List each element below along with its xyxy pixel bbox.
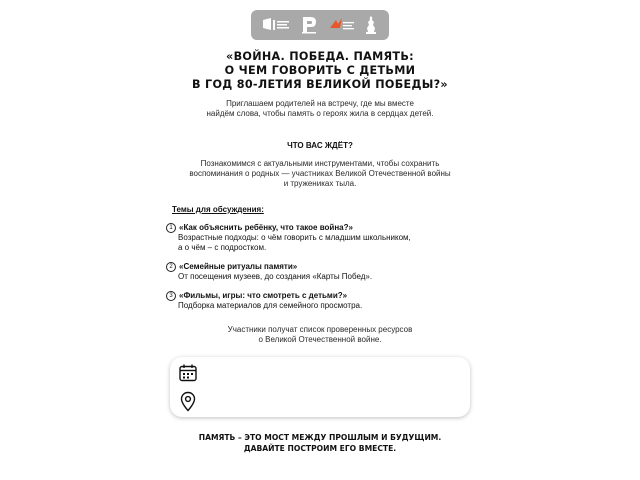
calendar-icon [178, 363, 198, 388]
logo-bar [251, 10, 389, 40]
topic-description: Подборка материалов для семейного просмотра. [178, 301, 363, 311]
location-pin-icon [178, 391, 198, 418]
topic-description: От посещения музеев, до создания «Карты Побед». [178, 272, 373, 282]
topic-description: а о чём – с подростком. [178, 243, 267, 253]
expect-line: Познакомимся с актуальными инструментами, чтобы сохранить [200, 159, 440, 168]
topic-title: «Как объяснить ребёнку, что такое война?» [179, 223, 353, 233]
topic-number: 1 [166, 223, 176, 233]
participants-text [0, 325, 640, 345]
intro-line: найдём слова, чтобы память о героях жила в сердцах детей. [206, 109, 434, 118]
headline-line: О ЧЕМ ГОВОРИТЬ С ДЕТЬМИ [224, 64, 416, 77]
topic-item [166, 223, 411, 253]
topic-title: «Фильмы, игры: что смотреть с детьми?» [179, 291, 348, 301]
footer-slogan [0, 432, 640, 454]
topic-title: «Семейные ритуалы памяти» [179, 262, 298, 272]
topic-number: 3 [166, 291, 176, 301]
event-info-box [170, 357, 470, 417]
event-headline [0, 50, 640, 92]
headline-line: В ГОД 80-ЛЕТИЯ ВЕЛИКОЙ ПОБЕДЫ?» [192, 78, 448, 91]
expect-line: и тружениках тыла. [283, 179, 357, 188]
participants-line: о Великой Отечественной войне. [258, 335, 382, 344]
expect-line: воспоминания о родных — участниках Великой Отечественной войны [189, 169, 451, 178]
expect-title: ЧТО ВАС ЖДЁТ? [287, 141, 353, 150]
topic-item [166, 291, 362, 311]
intro-text [0, 99, 640, 119]
ministry-logo [261, 14, 291, 36]
expect-text [0, 159, 640, 189]
footer-line: ДАВАЙТЕ ПОСТРОИМ ЕГО ВМЕСТЕ. [243, 444, 397, 453]
footer-line: ПАМЯТЬ – ЭТО МОСТ МЕЖДУ ПРОШЛЫМ И БУДУЩИМ. [198, 433, 442, 442]
monument-logo [363, 14, 379, 36]
topics-title: Темы для обсуждения: [172, 205, 264, 214]
rosmolodezh-logo [298, 14, 320, 36]
topic-item [166, 262, 372, 282]
intro-line: Приглашаем родителей на встречу, где мы вместе [226, 99, 414, 108]
participants-line: Участники получат список проверенных ресурсов [227, 325, 413, 334]
topic-description: Возрастные подходы: о чём говорить с младшим школьником, [178, 233, 411, 243]
topic-number: 2 [166, 262, 176, 272]
headline-line: «ВОЙНА. ПОБЕДА. ПАМЯТЬ: [226, 50, 414, 63]
movement-logo [328, 14, 356, 36]
